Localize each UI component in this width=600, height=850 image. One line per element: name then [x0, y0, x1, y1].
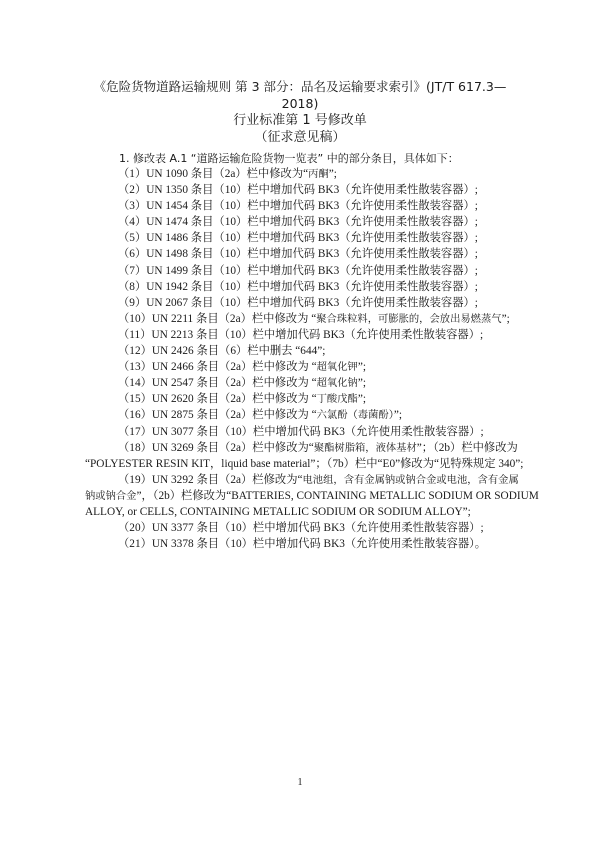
item-text-end: ”; — [357, 377, 366, 390]
title-line-1: 《危险货物道路运输规则 第 3 部分：品名及运输要求索引》(JT/T 617.3— — [93, 79, 507, 94]
item-text: （13）UN 2466 条目（2a）栏中修改为 “ — [118, 361, 317, 374]
list-item — [118, 279, 540, 295]
item-text-end: ”; — [357, 361, 366, 374]
list-item-19-continued — [85, 488, 540, 504]
list-item — [118, 391, 540, 407]
item-text: （8）UN 1942 条目（10）栏中增加代码 BK3（允许使用柔性散装容器）; — [118, 280, 478, 293]
item-text: （4）UN 1474 条目（10）栏中增加代码 BK3（允许使用柔性散装容器）; — [118, 216, 478, 229]
item-text: （17）UN 3077 条目（10）栏中增加代码 BK3（允许使用柔性散装容器）; — [118, 425, 484, 438]
item-text: （7）UN 1499 条目（10）栏中增加代码 BK3（允许使用柔性散装容器）; — [118, 264, 478, 277]
list-item: （21）UN 3378 条目（10）栏中增加代码 BK3（允许使用柔性散装容器）。 — [118, 538, 487, 551]
item-text: （11）UN 2213 条目（10）栏中增加代码 BK3（允许使用柔性散装容器）; — [118, 328, 484, 341]
item-text: （5）UN 1486 条目（10）栏中增加代码 BK3（允许使用柔性散装容器）; — [118, 232, 478, 245]
list-item-19-continued-2: ALLOY, or CELLS, CONTAINING METALLIC SODIUM OR SODIUM ALLOY”; — [85, 505, 471, 518]
list-item — [118, 327, 540, 343]
item-text: ”，（2b）栏修改为“BATTERIES, CONTAINING METALLIC SODIUM OR SODIUM — [136, 489, 539, 502]
item-text: （2）UN 1350 条目（10）栏中增加代码 BK3（允许使用柔性散装容器）; — [118, 184, 478, 197]
item-emphasis: 丁酸戊酯 — [316, 393, 358, 406]
item-text: （15）UN 2620 条目（2a）栏中修改为 “ — [118, 393, 317, 406]
item-emphasis: 丙酮 — [308, 168, 329, 180]
list-item — [118, 359, 540, 375]
item-text-end: ”; — [501, 312, 510, 325]
list-item — [118, 214, 540, 230]
item-text-end: ”; — [328, 168, 337, 180]
item-emphasis: 聚酯树脂箱，液体基材 — [313, 441, 417, 454]
page-number: 1 — [297, 777, 303, 788]
list-item — [118, 263, 540, 279]
list-item — [118, 343, 540, 359]
list-item — [118, 166, 540, 182]
list-item — [118, 198, 540, 214]
list-item — [118, 375, 540, 391]
intro-paragraph: 1. 修改表 A.1 “道路运输危险货物一览表” 中的部分条目，具体如下： — [119, 152, 459, 165]
item-text: （1）UN 1090 条目（2a）栏中修改为“ — [118, 168, 309, 180]
item-text: （6）UN 1498 条目（10）栏中增加代码 BK3（允许使用柔性散装容器）; — [118, 248, 478, 261]
item-text-end: ”; — [357, 393, 366, 406]
document-title — [60, 78, 540, 146]
amendment-list — [85, 166, 540, 552]
item-emphasis: 钠或钠合金 — [85, 489, 137, 502]
item-text: （16）UN 2875 条目（2a）栏中修改为 “ — [118, 409, 317, 422]
item-emphasis: 超氧化钠 — [316, 377, 358, 390]
item-emphasis: 六氯酚（毒菌酚） — [316, 409, 394, 422]
item-text: （10）UN 2211 条目（2a）栏中修改为 “ — [118, 312, 317, 325]
list-item — [118, 407, 540, 423]
list-item-18-continued: “POLYESTER RESIN KIT，liquid base material”；（7b）栏中“E0”修改为“见特殊规定 340”; — [85, 457, 524, 470]
list-item — [118, 295, 540, 311]
list-item: （20）UN 3377 条目（10）栏中增加代码 BK3（允许使用柔性散装容器）; — [118, 522, 484, 535]
item-emphasis: 超氧化钾 — [316, 361, 358, 374]
list-item — [118, 246, 540, 262]
list-item-19 — [118, 472, 540, 488]
title-line-4: （征求意见稿） — [254, 130, 346, 145]
list-item — [118, 424, 540, 440]
title-line-2: 2018) — [281, 96, 319, 111]
item-emphasis: 电池组，含有金属钠或钠合金或电池，含有金属 — [302, 473, 519, 486]
list-item — [118, 311, 540, 327]
list-item — [118, 230, 540, 246]
item-text: （3）UN 1454 条目（10）栏中增加代码 BK3（允许使用柔性散装容器）; — [118, 200, 478, 213]
item-text: （19）UN 3292 条目（2a）栏修改为“ — [118, 473, 303, 486]
item-text-end: ”；（2b）栏中修改为 — [416, 441, 518, 454]
list-item-18 — [118, 440, 540, 456]
item-text-end: ”; — [393, 409, 403, 422]
item-text: （14）UN 2547 条目（2a）栏中修改为 “ — [118, 377, 317, 390]
list-item — [118, 182, 540, 198]
item-text: （12）UN 2426 条目（6）栏中删去 “644”; — [118, 345, 326, 358]
item-text: （9）UN 2067 条目（10）栏中增加代码 BK3（允许使用柔性散装容器）; — [118, 296, 478, 309]
title-line-3: 行业标准第 1 号修改单 — [233, 113, 367, 128]
item-text: （18）UN 3269 条目（2a）栏中修改为“ — [118, 441, 314, 454]
item-emphasis: 聚合珠粒料，可膨胀的，会放出易燃蒸气 — [316, 312, 502, 325]
